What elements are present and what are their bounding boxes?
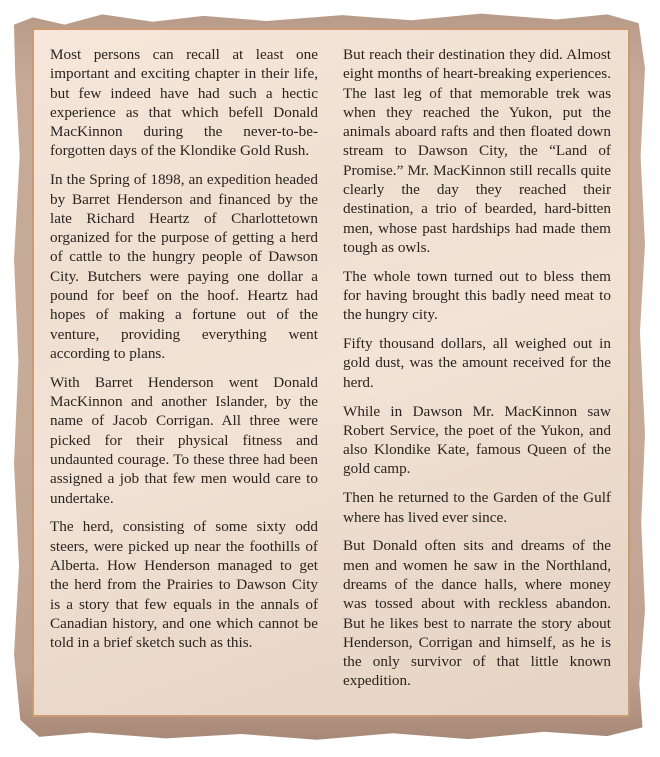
paragraph: Fifty thousand dollars, all weighed out in gold dust, was the amount received for the herd.: [343, 335, 611, 391]
paragraph: In the Spring of 1898, an expedition headed by Barret Henderson and financed by the late Richard Heartz of Charlottetown organized for the purpose of getting a herd of cattle to the hungry people of Dawson City. Butchers were paying one dollar a pound for beef on the hoof. Heartz had hopes of making a fortune out of the venture, providing everything went according to plans.: [50, 171, 318, 362]
left-text-column: [50, 45, 318, 662]
right-text-column: [343, 45, 611, 700]
paragraph: With Barret Henderson went Donald MacKinnon and another Islander, by the name of Jacob Corrigan. All three were picked for their physical fitness and undaunted courage. To these three had been assigned a job that few men would care to undertake.: [50, 373, 318, 507]
paragraph: While in Dawson Mr. MacKinnon saw Robert Service, the poet of the Yukon, and also Klondike Kate, famous Queen of the gold camp.: [343, 402, 611, 478]
paragraph: Then he returned to the Garden of the Gulf where has lived ever since.: [343, 489, 611, 526]
paragraph: But reach their destination they did. Almost eight months of heart-breaking experiences. The last leg of that memorable trek was when they reached the Yukon, put the animals aboard rafts and then floated down stream to Dawson City, the “Land of Promise.” Mr. MacKinnon still recalls quite clearly the day they reached their destination, a trio of bearded, hard-bitten men, whose past hardships had made them tough as owls.: [343, 46, 611, 256]
paragraph: The whole town turned out to bless them for having brought this badly need meat to the hungry city.: [343, 267, 611, 324]
paragraph: The herd, consisting of some sixty odd steers, were picked up near the foothills of Alberta. How Henderson managed to get the herd from the Prairies to Dawson City is a story that few equals in the annals of Canadian history, and one which cannot be told in a brief sketch such as this.: [50, 518, 318, 652]
paragraph: Most persons can recall at least one important and exciting chapter in their life, but few indeed have had such a hectic experience as that which befell Donald MacKinnon during the never-to-be-forgotten days of the Klondike Gold Rush.: [50, 46, 318, 160]
paragraph: But Donald often sits and dreams of the men and women he saw in the Northland, dreams of the dance halls, where money was tossed about with reckless abandon. But he likes best to narrate the story about Henderson, Corrigan and himself, as he is the only survivor of that little known expedition.: [343, 537, 611, 690]
